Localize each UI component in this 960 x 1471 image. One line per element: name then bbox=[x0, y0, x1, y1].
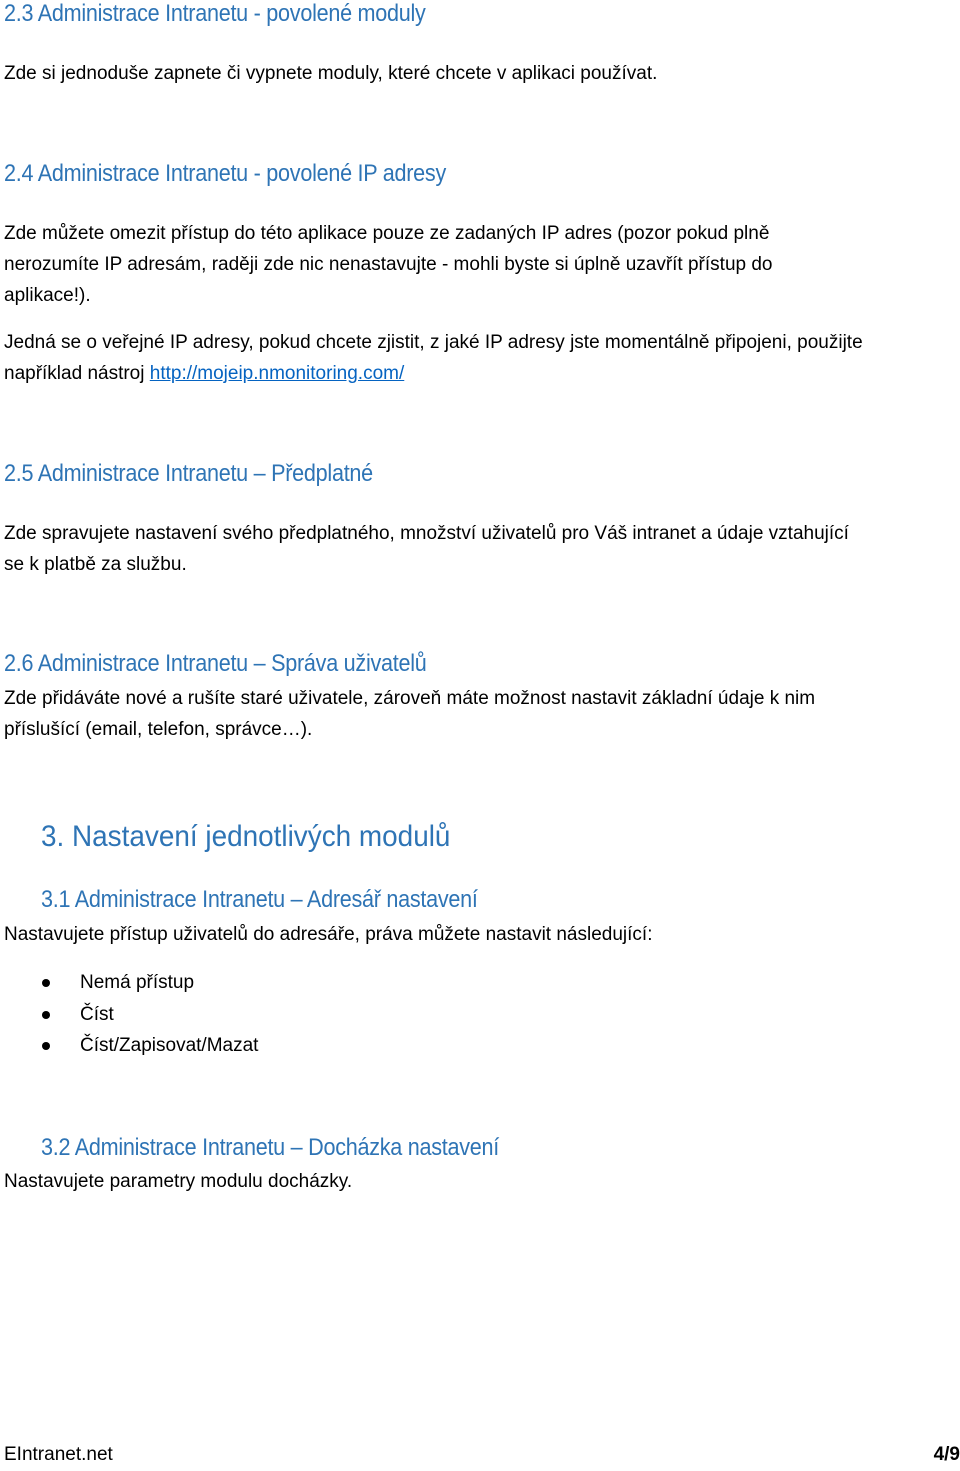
permissions-list bbox=[0, 967, 258, 1062]
section-2-5-heading: 2.5 Administrace Intranetu – Předplatné bbox=[4, 460, 373, 487]
paragraph-line: Zde můžete omezit přístup do této aplikace pouze ze zadaných IP adres (pozor pokud plně bbox=[4, 223, 770, 244]
footer-site-name: EIntranet.net bbox=[4, 1444, 113, 1465]
section-2-4-heading: 2.4 Administrace Intranetu - povolené IP adresy bbox=[4, 160, 446, 187]
paragraph-line bbox=[4, 358, 960, 389]
section-2-4-paragraph-1 bbox=[4, 218, 960, 311]
list-item bbox=[0, 967, 258, 999]
section-2-5-paragraph bbox=[4, 518, 960, 580]
bullet-icon bbox=[42, 1042, 50, 1050]
section-2-4-paragraph-2 bbox=[4, 327, 960, 389]
bullet-icon bbox=[42, 1011, 50, 1019]
section-3-2-text: Nastavujete parametry modulu docházky. bbox=[4, 1171, 353, 1192]
list-item bbox=[0, 999, 258, 1031]
section-2-3-heading: 2.3 Administrace Intranetu - povolené moduly bbox=[4, 0, 426, 27]
list-item-label: Číst/Zapisovat/Mazat bbox=[80, 1035, 259, 1056]
paragraph-line: Zde spravujete nastavení svého předplatného, množství uživatelů pro Váš intranet a údaje vztahující bbox=[4, 523, 849, 544]
paragraph-line: Zde přidáváte nové a rušíte staré uživatele, zároveň máte možnost nastavit základní údaje k nim bbox=[4, 688, 816, 709]
list-item-label: Nemá přístup bbox=[80, 972, 195, 993]
paragraph-line: aplikace!). bbox=[4, 285, 91, 306]
page-footer bbox=[0, 1444, 960, 1471]
section-3-2-heading: 3.2 Administrace Intranetu – Docházka nastavení bbox=[41, 1134, 499, 1161]
section-2-6-heading: 2.6 Administrace Intranetu – Správa uživatelů bbox=[4, 650, 427, 677]
section-2-6-paragraph bbox=[4, 683, 960, 745]
paragraph-text: například nástroj bbox=[4, 363, 150, 384]
paragraph-line: nerozumíte IP adresám, raději zde nic nenastavujte - mohli byste si úplně uzavřít přístup do bbox=[4, 254, 773, 275]
section-2-3-text: Zde si jednoduše zapnete či vypnete moduly, které chcete v aplikaci používat. bbox=[4, 63, 658, 84]
section-3-1-heading: 3.1 Administrace Intranetu – Adresář nastavení bbox=[41, 886, 478, 913]
section-3-1-text: Nastavujete přístup uživatelů do adresáře, práva můžete nastavit následující: bbox=[4, 924, 653, 945]
list-item bbox=[0, 1030, 258, 1062]
section-3-heading: 3. Nastavení jednotlivých modulů bbox=[41, 820, 451, 853]
paragraph-line: se k platbě za službu. bbox=[4, 554, 187, 575]
list-item-label: Číst bbox=[80, 1003, 114, 1025]
paragraph-line: příslušící (email, telefon, správce…). bbox=[4, 719, 313, 740]
bullet-icon bbox=[42, 979, 50, 987]
paragraph-line: Jedná se o veřejné IP adresy, pokud chcete zjistit, z jaké IP adresy jste momentálně připojeni, použijte bbox=[4, 332, 863, 353]
mojeip-link[interactable]: http://mojeip.nmonitoring.com/ bbox=[149, 363, 405, 384]
page-number: 4/9 bbox=[933, 1444, 960, 1465]
